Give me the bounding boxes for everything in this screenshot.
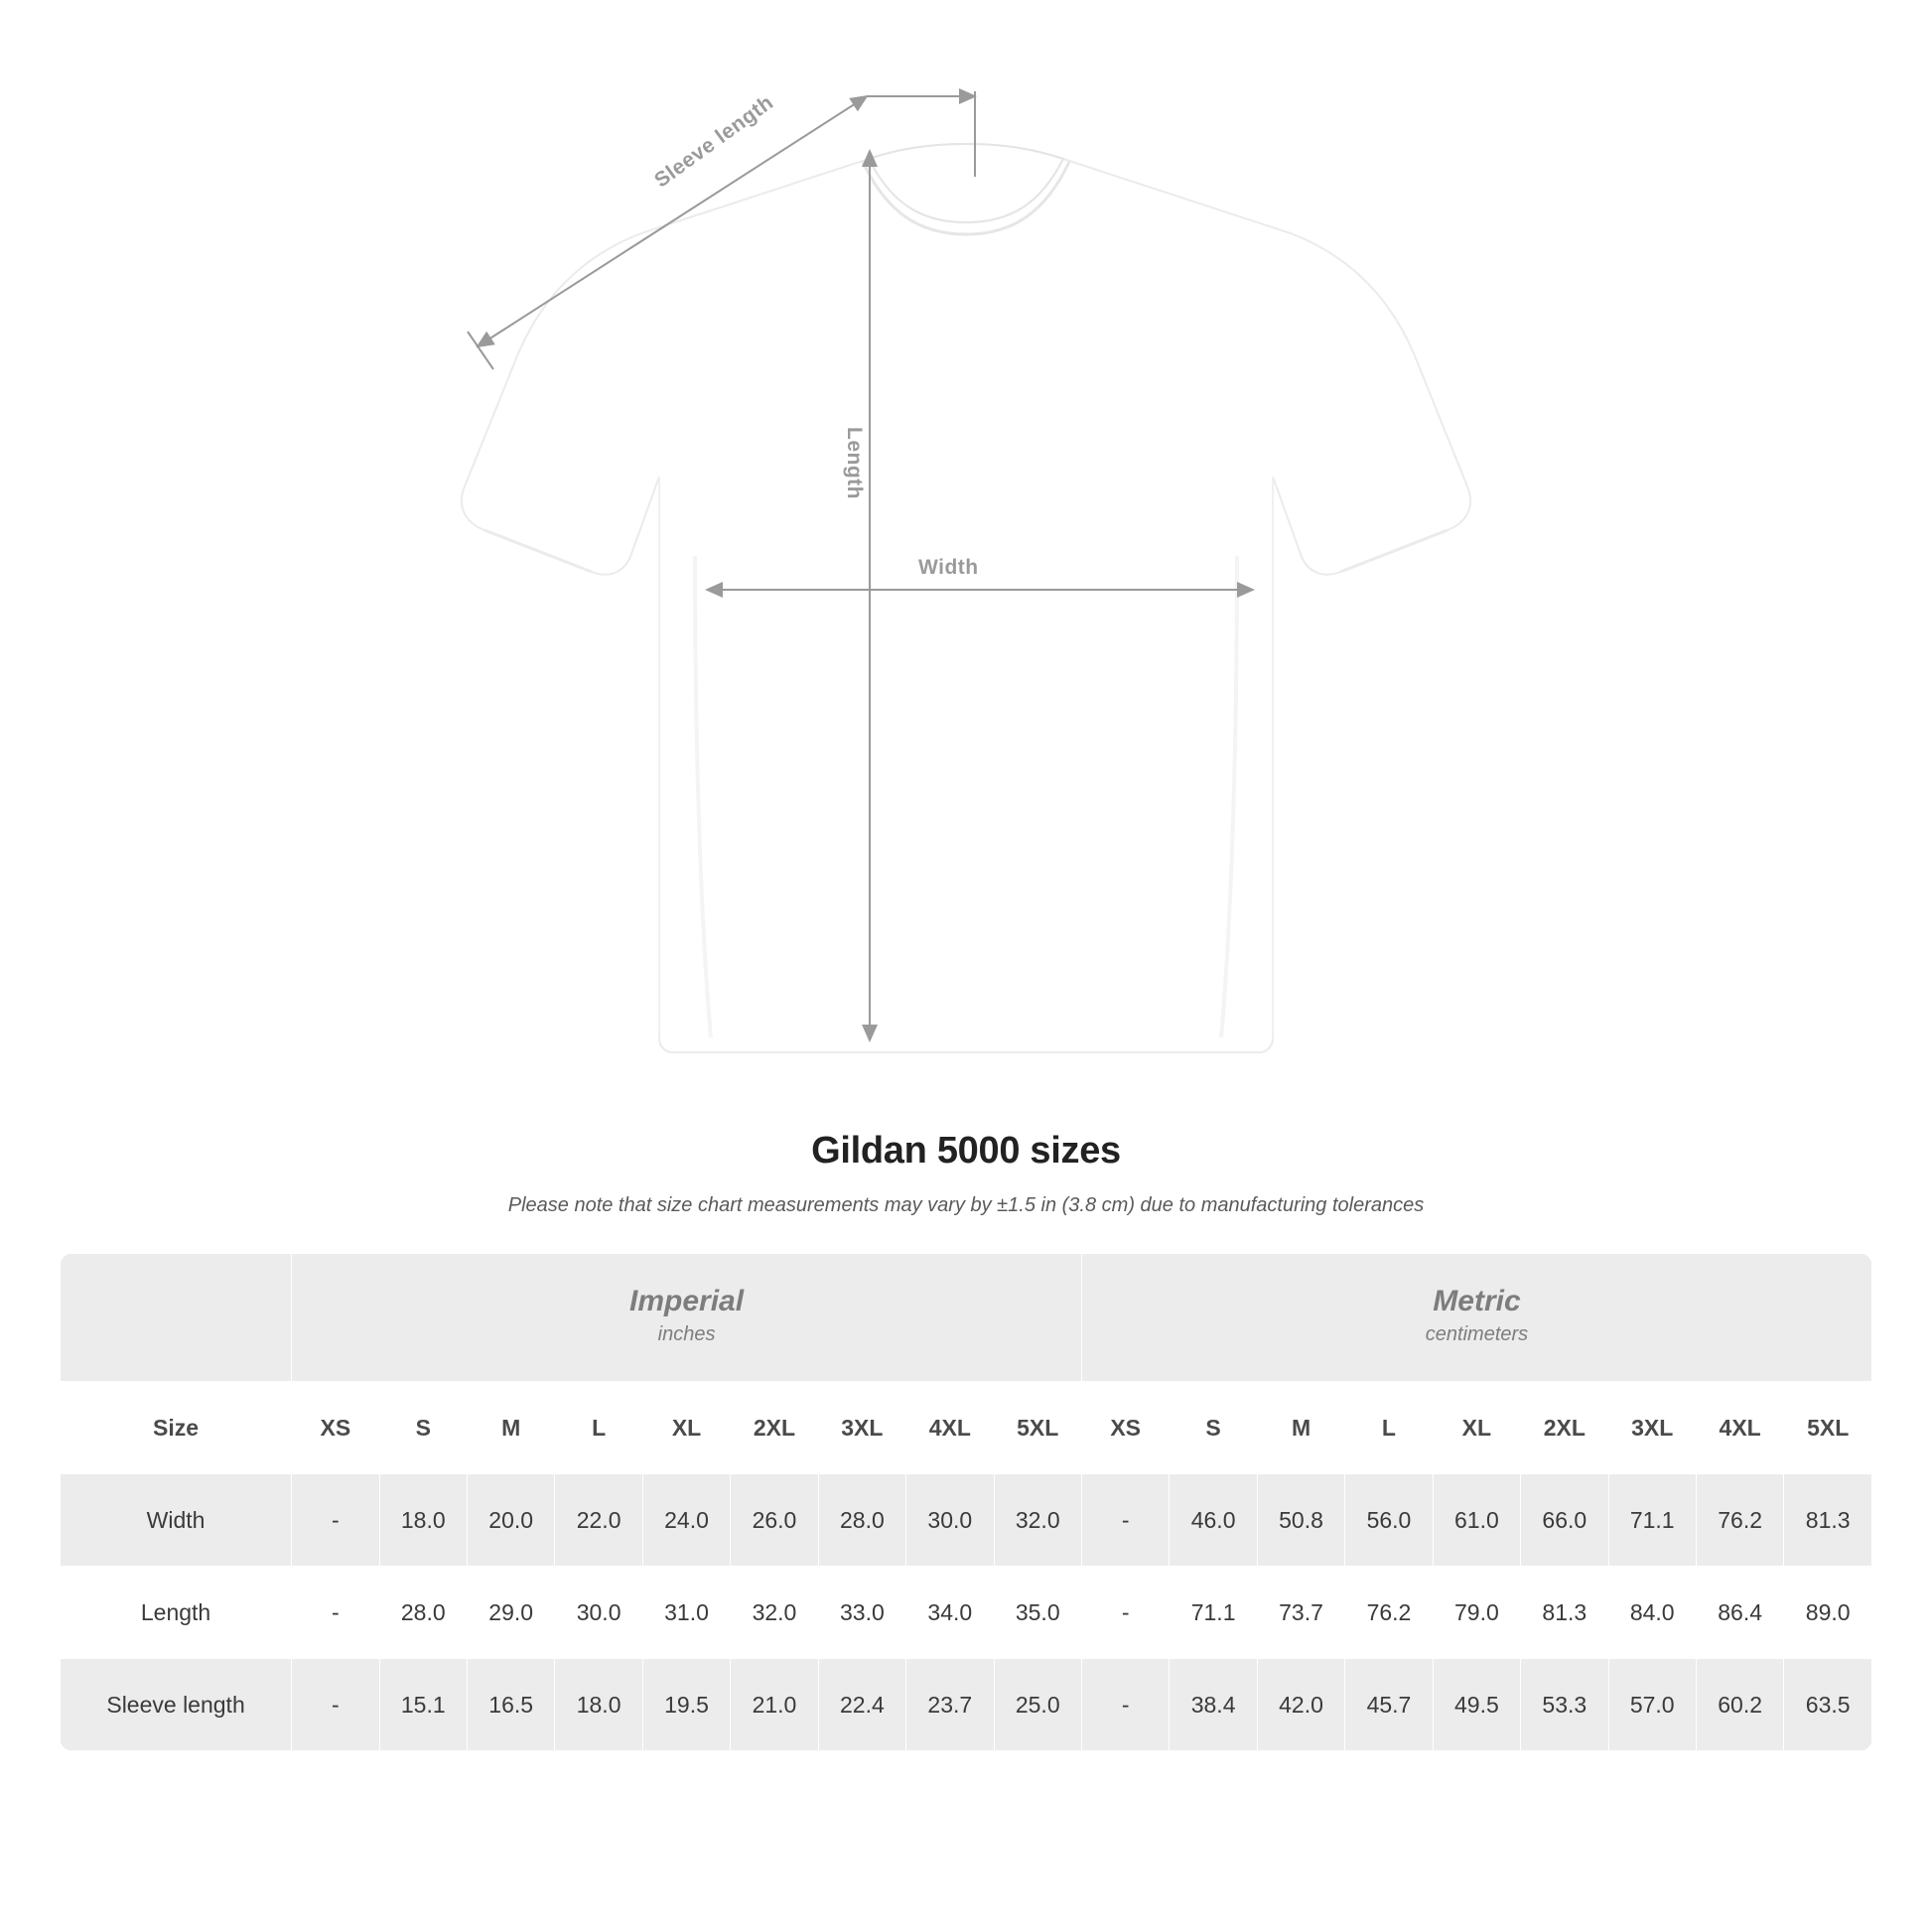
cell-length-imperial-5xl: 35.0 <box>994 1567 1081 1659</box>
size-col-metric-4xl: 4XL <box>1696 1382 1783 1474</box>
cell-length-imperial-l: 30.0 <box>555 1567 642 1659</box>
size-col-imperial-xl: XL <box>642 1382 730 1474</box>
cell-width-imperial-2xl: 26.0 <box>731 1474 818 1567</box>
cell-length-metric-xs: - <box>1081 1567 1169 1659</box>
cell-width-metric-3xl: 71.1 <box>1608 1474 1696 1567</box>
cell-length-imperial-xl: 31.0 <box>642 1567 730 1659</box>
size-col-metric-l: L <box>1345 1382 1433 1474</box>
size-col-metric-xs: XS <box>1081 1382 1169 1474</box>
cell-length-imperial-m: 29.0 <box>467 1567 554 1659</box>
cell-width-imperial-xl: 24.0 <box>642 1474 730 1567</box>
size-col-imperial-s: S <box>379 1382 467 1474</box>
cell-sleeve-imperial-s: 15.1 <box>379 1659 467 1751</box>
cell-sleeve-metric-2xl: 53.3 <box>1521 1659 1608 1751</box>
cell-length-imperial-3xl: 33.0 <box>818 1567 905 1659</box>
unit-system-header-row <box>61 1254 1872 1382</box>
cell-width-metric-s: 46.0 <box>1170 1474 1257 1567</box>
size-col-imperial-4xl: 4XL <box>906 1382 994 1474</box>
size-table <box>60 1253 1872 1751</box>
cell-length-metric-xl: 79.0 <box>1433 1567 1520 1659</box>
cell-sleeve-metric-3xl: 57.0 <box>1608 1659 1696 1751</box>
unit-system-metric <box>1081 1254 1871 1382</box>
cell-sleeve-imperial-l: 18.0 <box>555 1659 642 1751</box>
metric-label: Metric <box>1433 1284 1521 1317</box>
size-col-imperial-3xl: 3XL <box>818 1382 905 1474</box>
cell-sleeve-imperial-5xl: 25.0 <box>994 1659 1081 1751</box>
cell-width-imperial-4xl: 30.0 <box>906 1474 994 1567</box>
length-dimension-label: Length <box>843 427 866 499</box>
cell-width-metric-m: 50.8 <box>1257 1474 1344 1567</box>
cell-sleeve-imperial-4xl: 23.7 <box>906 1659 994 1751</box>
title-block <box>0 1130 1932 1217</box>
size-col-metric-3xl: 3XL <box>1608 1382 1696 1474</box>
cell-width-metric-l: 56.0 <box>1345 1474 1433 1567</box>
size-col-imperial-l: L <box>555 1382 642 1474</box>
cell-width-imperial-3xl: 28.0 <box>818 1474 905 1567</box>
tshirt-shape <box>462 144 1470 1052</box>
size-header-row <box>61 1382 1872 1474</box>
cell-length-metric-5xl: 89.0 <box>1784 1567 1872 1659</box>
row-label-length: Length <box>61 1567 292 1659</box>
size-col-metric-xl: XL <box>1433 1382 1520 1474</box>
cell-sleeve-metric-xs: - <box>1081 1659 1169 1751</box>
imperial-label: Imperial <box>629 1284 745 1317</box>
row-label-sleeve-length: Sleeve length <box>61 1659 292 1751</box>
table-row <box>61 1474 1872 1567</box>
size-col-metric-5xl: 5XL <box>1784 1382 1872 1474</box>
cell-length-imperial-xs: - <box>292 1567 379 1659</box>
cell-width-imperial-l: 22.0 <box>555 1474 642 1567</box>
cell-width-imperial-5xl: 32.0 <box>994 1474 1081 1567</box>
cell-width-metric-xs: - <box>1081 1474 1169 1567</box>
cell-sleeve-metric-5xl: 63.5 <box>1784 1659 1872 1751</box>
cell-sleeve-imperial-xl: 19.5 <box>642 1659 730 1751</box>
cell-length-imperial-4xl: 34.0 <box>906 1567 994 1659</box>
cell-width-imperial-m: 20.0 <box>467 1474 554 1567</box>
imperial-unit: inches <box>657 1323 716 1346</box>
tolerance-note: Please note that size chart measurements may vary by ±1.5 in (3.8 cm) due to manufacturing tolerances <box>507 1194 1425 1216</box>
cell-sleeve-metric-4xl: 60.2 <box>1696 1659 1783 1751</box>
cell-width-metric-4xl: 76.2 <box>1696 1474 1783 1567</box>
cell-width-metric-xl: 61.0 <box>1433 1474 1520 1567</box>
cell-width-metric-5xl: 81.3 <box>1784 1474 1872 1567</box>
row-label-width: Width <box>61 1474 292 1567</box>
cell-sleeve-metric-s: 38.4 <box>1170 1659 1257 1751</box>
size-header-label: Size <box>61 1382 292 1474</box>
table-row <box>61 1659 1872 1751</box>
cell-sleeve-imperial-xs: - <box>292 1659 379 1751</box>
size-col-metric-2xl: 2XL <box>1521 1382 1608 1474</box>
width-dimension-label: Width <box>918 556 979 579</box>
cell-sleeve-metric-m: 42.0 <box>1257 1659 1344 1751</box>
cell-length-metric-m: 73.7 <box>1257 1567 1344 1659</box>
metric-unit: centimeters <box>1425 1323 1529 1346</box>
cell-length-metric-3xl: 84.0 <box>1608 1567 1696 1659</box>
cell-sleeve-imperial-3xl: 22.4 <box>818 1659 905 1751</box>
unit-system-imperial <box>292 1254 1082 1382</box>
cell-width-metric-2xl: 66.0 <box>1521 1474 1608 1567</box>
size-col-imperial-5xl: 5XL <box>994 1382 1081 1474</box>
size-col-imperial-m: M <box>467 1382 554 1474</box>
sleeve-length-dimension-label: Sleeve length <box>650 90 778 193</box>
cell-width-imperial-xs: - <box>292 1474 379 1567</box>
size-col-metric-s: S <box>1170 1382 1257 1474</box>
size-table-container <box>60 1253 1872 1751</box>
cell-sleeve-imperial-2xl: 21.0 <box>731 1659 818 1751</box>
size-col-imperial-2xl: 2XL <box>731 1382 818 1474</box>
cell-sleeve-metric-xl: 49.5 <box>1433 1659 1520 1751</box>
size-col-imperial-xs: XS <box>292 1382 379 1474</box>
unit-system-corner-cell <box>61 1254 292 1382</box>
cell-length-metric-4xl: 86.4 <box>1696 1567 1783 1659</box>
page-title: Gildan 5000 sizes <box>811 1130 1121 1172</box>
cell-length-metric-s: 71.1 <box>1170 1567 1257 1659</box>
cell-sleeve-metric-l: 45.7 <box>1345 1659 1433 1751</box>
table-row <box>61 1567 1872 1659</box>
cell-length-metric-2xl: 81.3 <box>1521 1567 1608 1659</box>
size-col-metric-m: M <box>1257 1382 1344 1474</box>
cell-length-metric-l: 76.2 <box>1345 1567 1433 1659</box>
cell-length-imperial-s: 28.0 <box>379 1567 467 1659</box>
cell-width-imperial-s: 18.0 <box>379 1474 467 1567</box>
cell-sleeve-imperial-m: 16.5 <box>467 1659 554 1751</box>
cell-length-imperial-2xl: 32.0 <box>731 1567 818 1659</box>
